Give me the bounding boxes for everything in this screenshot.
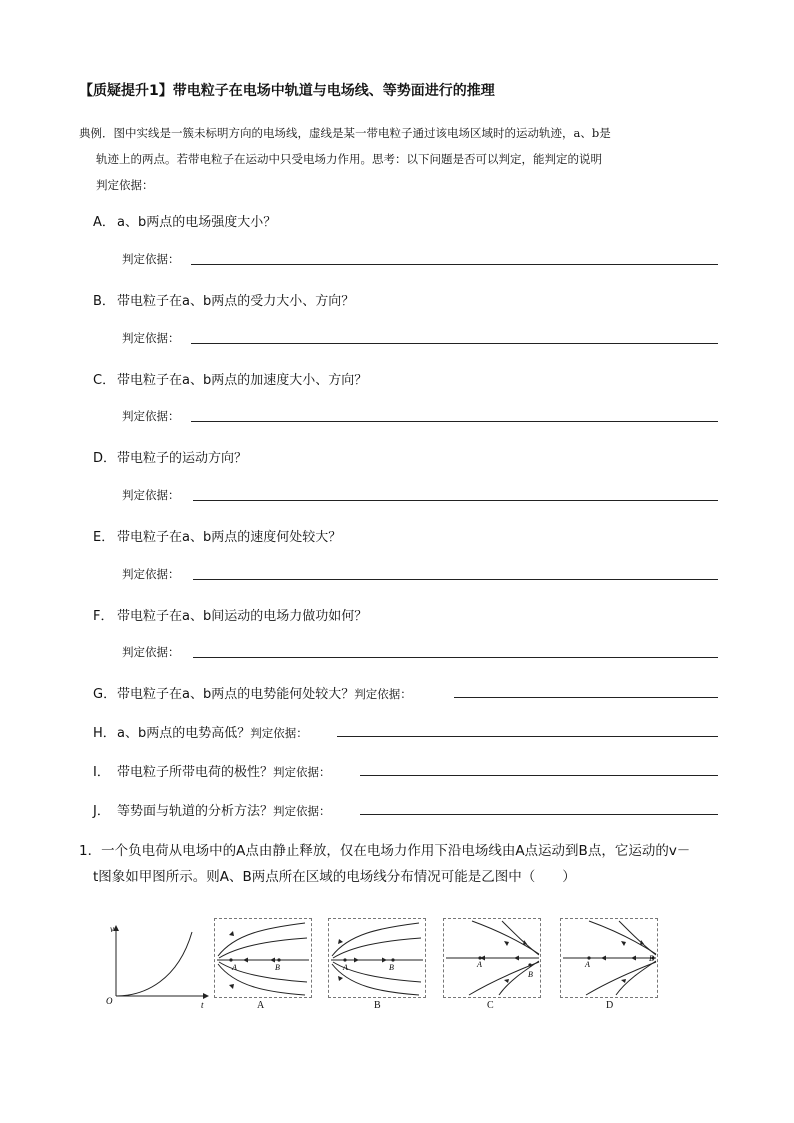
- basis-label-j: 判定依据：: [273, 804, 331, 818]
- question-e: E． 带电粒子在a、b两点的速度何处较大？: [93, 530, 342, 545]
- option-c-box[interactable]: [443, 918, 541, 998]
- problem-1: [79, 838, 721, 890]
- question-a: A． a、b两点的电场强度大小？: [93, 215, 277, 230]
- question-b: B． 带电粒子在a、b两点的受力大小、方向？: [93, 294, 355, 309]
- question-j-text: 等势面与轨道的分析方法？: [117, 804, 274, 819]
- question-h: H．a、b两点的电势高低？判定依据：: [93, 726, 308, 741]
- option-b-box[interactable]: [328, 918, 426, 998]
- point-a-label: A: [585, 960, 590, 969]
- option-d-box[interactable]: [560, 918, 658, 998]
- question-i: I． 带电粒子所带电荷的极性？判定依据：: [93, 765, 331, 780]
- option-a-caption: A: [257, 1000, 265, 1011]
- point-b-label: B: [528, 970, 533, 979]
- question-d: D．带电粒子的运动方向？: [93, 451, 248, 466]
- basis-label-e: 判定依据：: [122, 567, 180, 581]
- answer-line-j[interactable]: [360, 814, 718, 815]
- question-e-text: 带电粒子在a、b两点的速度何处较大？: [117, 530, 342, 545]
- basis-label-c: 判定依据：: [122, 409, 180, 423]
- v-axis-label: v: [110, 924, 114, 934]
- example-intro: [79, 120, 719, 198]
- question-g: G．带电粒子在a、b两点的电势能何处较大？判定依据：: [93, 687, 412, 702]
- option-a-diagram: [215, 919, 311, 997]
- option-c-caption: C: [487, 1000, 494, 1011]
- intro-line-3: 判定依据：: [96, 178, 154, 192]
- point-a-label: A: [343, 963, 348, 972]
- intro-line-1: 典例．图中实线是一簇未标明方向的电场线，虚线是某一带电粒子通过该电场区域时的运动轨迹，a、b是: [79, 126, 611, 140]
- basis-label-d: 判定依据：: [122, 488, 180, 502]
- question-i-text: 带电粒子所带电荷的极性？: [117, 765, 274, 780]
- problem-1-line-1: 1．一个负电荷从电场中的A点由静止释放，仅在电场力作用下沿电场线由A点运动到B点，它运动的v－: [79, 843, 691, 859]
- point-a-label: A: [477, 960, 482, 969]
- option-a-box[interactable]: [214, 918, 312, 998]
- point-b-label: B: [649, 954, 654, 963]
- vt-curve: [116, 932, 192, 996]
- vt-graph: [100, 920, 212, 1010]
- answer-line-b[interactable]: [191, 343, 718, 344]
- question-b-text: 带电粒子在a、b两点的受力大小、方向？: [117, 294, 355, 309]
- answer-line-g[interactable]: [454, 697, 718, 698]
- point-a-label: A: [232, 963, 237, 972]
- question-j: J． 等势面与轨道的分析方法？判定依据：: [93, 804, 331, 819]
- section-title: 【质疑提升1】带电粒子在电场中轨道与电场线、等势面进行的推理: [79, 83, 495, 99]
- point-b-label: B: [275, 963, 280, 972]
- answer-line-c[interactable]: [191, 421, 718, 422]
- point-b-label: B: [389, 963, 394, 972]
- answer-line-h[interactable]: [337, 736, 718, 737]
- question-g-text: 带电粒子在a、b两点的电势能何处较大？: [117, 687, 355, 702]
- answer-line-a[interactable]: [191, 264, 718, 265]
- basis-label-b: 判定依据：: [122, 331, 180, 345]
- answer-line-e[interactable]: [193, 579, 718, 580]
- origin-label: O: [106, 996, 113, 1006]
- question-h-text: a、b两点的电势高低？: [117, 726, 251, 741]
- option-d-caption: D: [606, 1000, 614, 1011]
- problem-1-line-2: t图象如甲图所示。则A、B两点所在区域的电场线分布情况可能是乙图中（ ）: [93, 869, 576, 885]
- question-f: F． 带电粒子在a、b间运动的电场力做功如何？: [93, 609, 368, 624]
- option-b-caption: B: [374, 1000, 381, 1011]
- answer-line-f[interactable]: [193, 657, 718, 658]
- question-c-text: 带电粒子在a、b两点的加速度大小、方向？: [117, 373, 368, 388]
- question-f-text: 带电粒子在a、b间运动的电场力做功如何？: [117, 609, 368, 624]
- intro-line-2: 轨迹上的两点。若带电粒子在运动中只受电场力作用。思考：以下问题是否可以判定，能判定的说明: [96, 152, 602, 166]
- basis-label-f: 判定依据：: [122, 645, 180, 659]
- answer-line-i[interactable]: [360, 775, 718, 776]
- t-axis-label: t: [201, 1000, 204, 1010]
- option-d-diagram: [561, 919, 657, 997]
- question-c: C． 带电粒子在a、b两点的加速度大小、方向？: [93, 373, 368, 388]
- basis-label-h: 判定依据：: [250, 726, 308, 740]
- basis-label-g: 判定依据：: [354, 687, 412, 701]
- answer-line-d[interactable]: [193, 500, 718, 501]
- basis-label-a: 判定依据：: [122, 252, 180, 266]
- option-c-diagram: [444, 919, 540, 997]
- question-a-text: a、b两点的电场强度大小？: [117, 215, 277, 230]
- question-d-text: 带电粒子的运动方向？: [117, 451, 248, 466]
- basis-label-i: 判定依据：: [273, 765, 331, 779]
- option-b-diagram: [329, 919, 425, 997]
